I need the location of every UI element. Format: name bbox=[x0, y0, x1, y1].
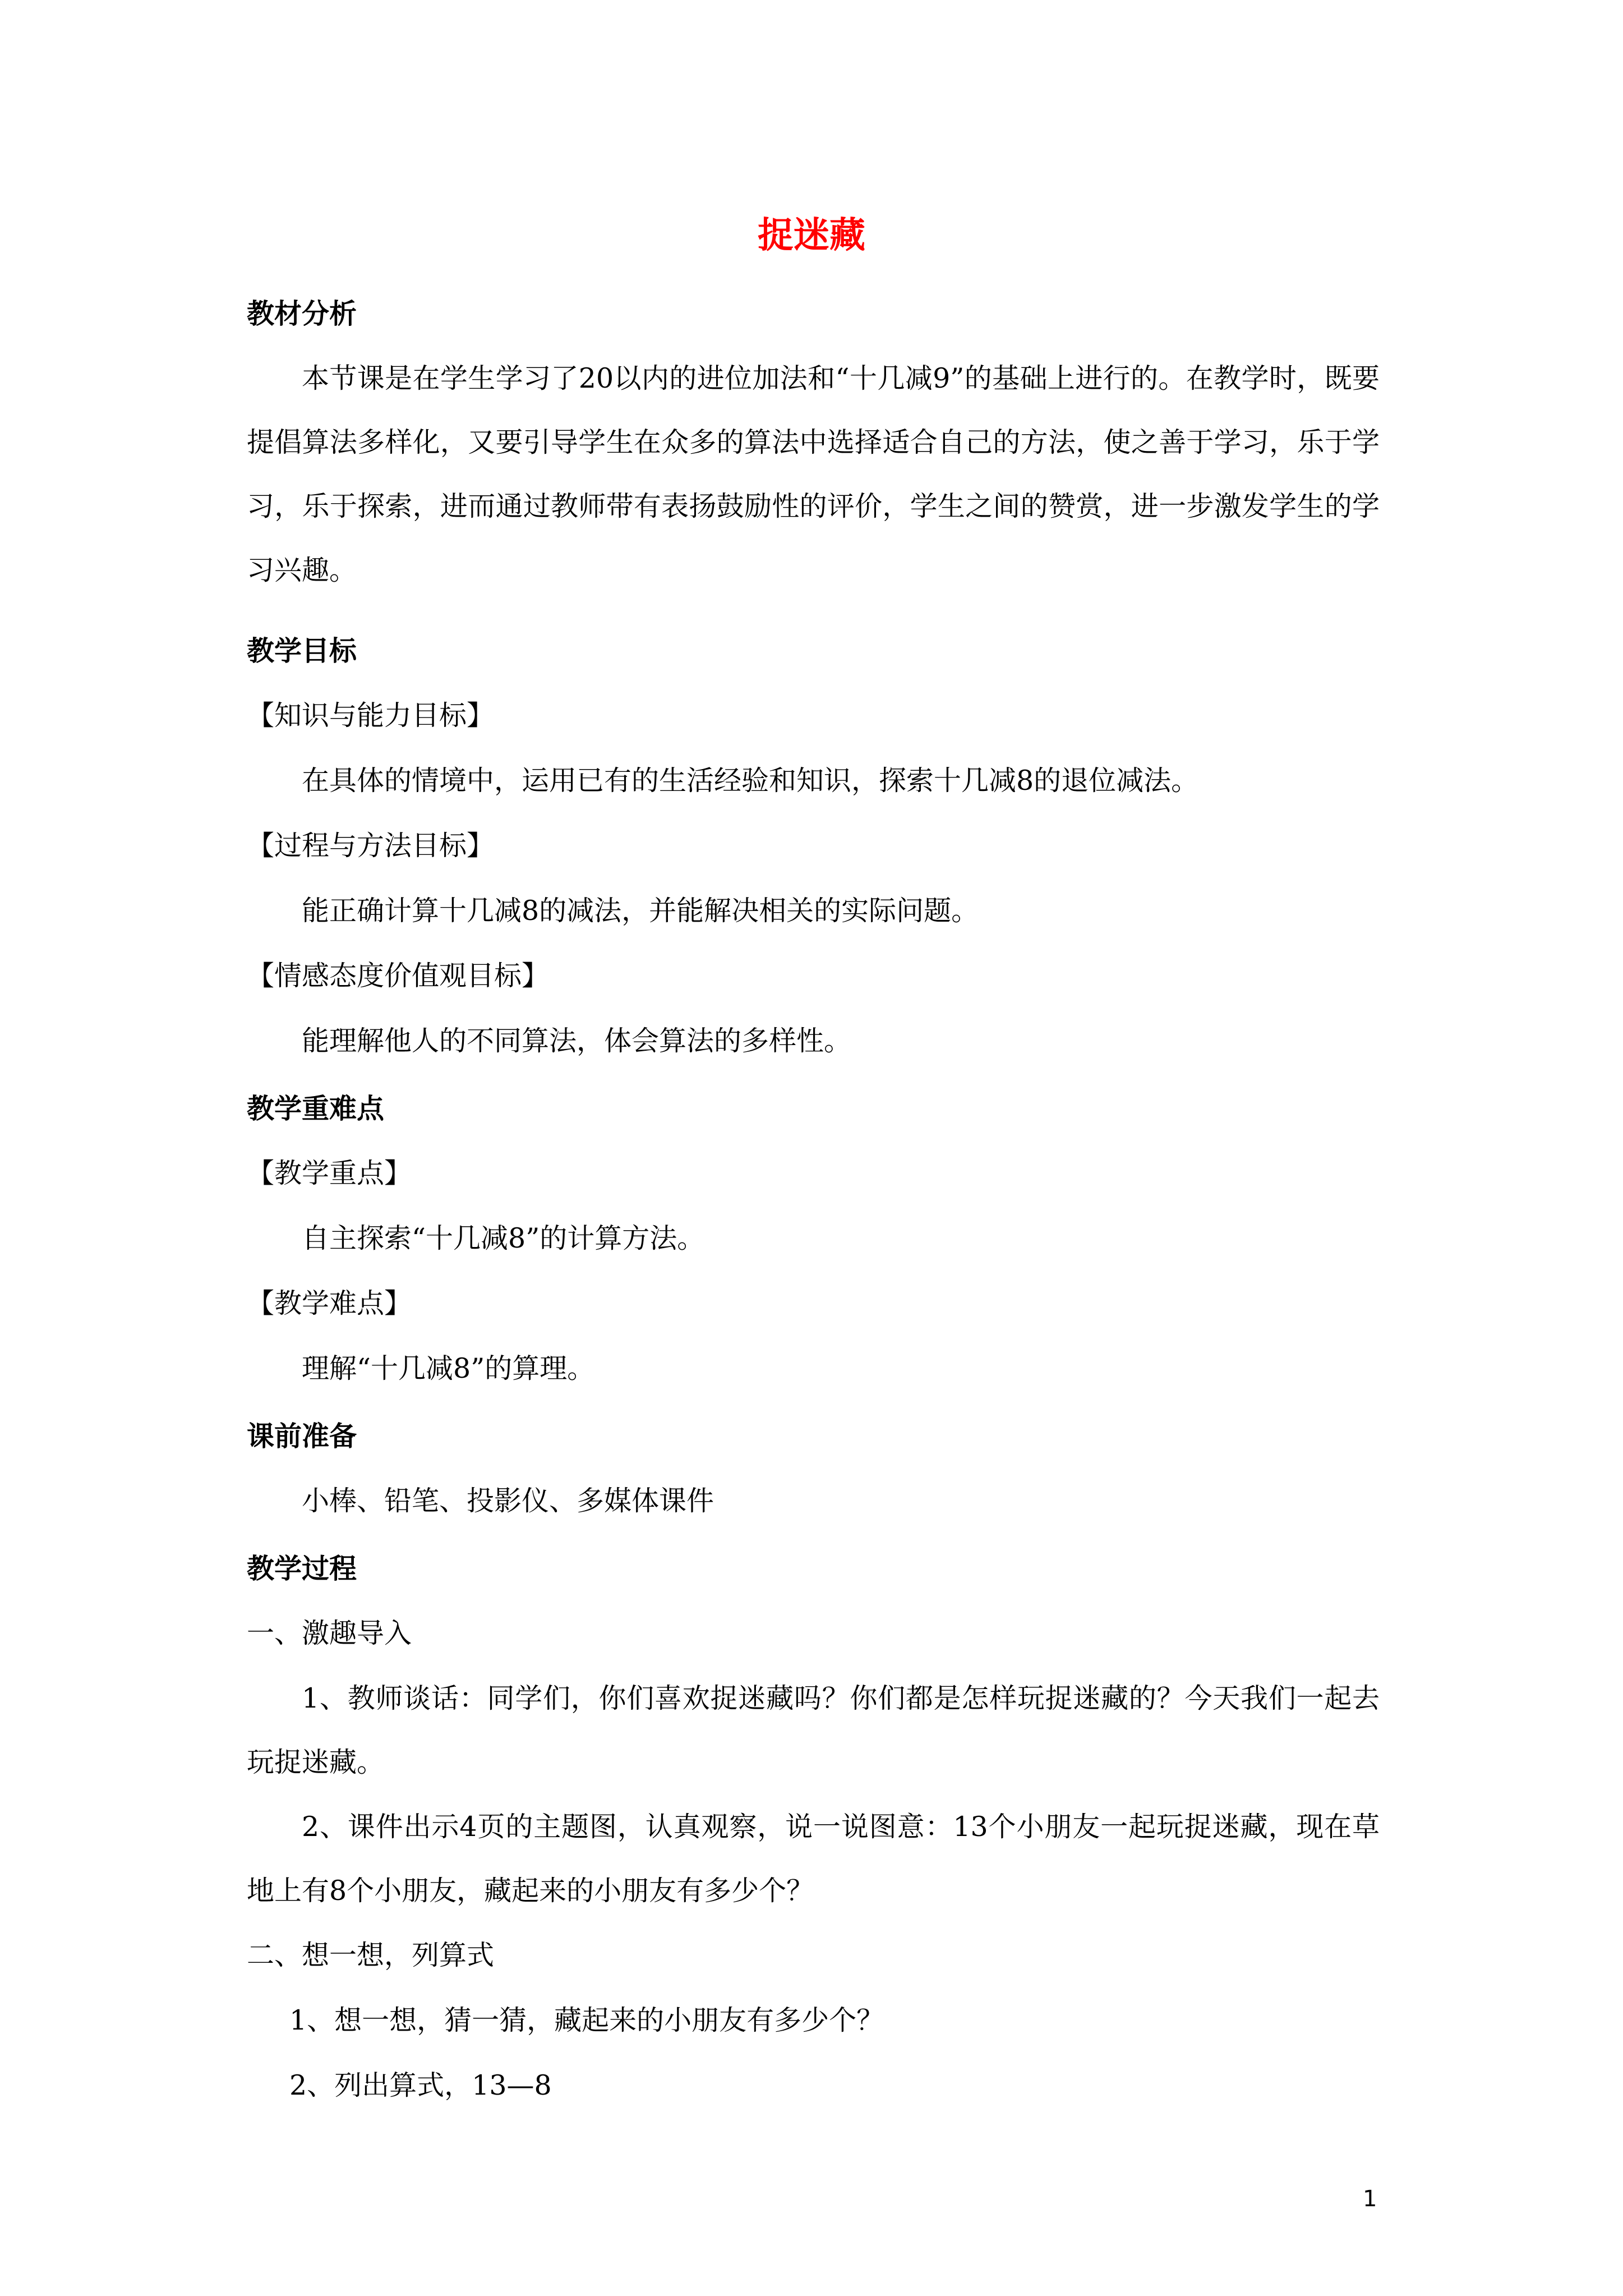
section-heading-goals: 教学目标 bbox=[247, 634, 357, 667]
process-part2-item2: 2、列出算式，13—8 bbox=[289, 2069, 552, 2101]
process-part1-item1: 1、教师谈话：同学们，你们喜欢捉迷藏吗？你们都是怎样玩捉迷藏的？今天我们一起去玩捉迷藏。 bbox=[247, 1682, 1380, 1778]
teaching-focus-text: 自主探索“十几减8”的计算方法。 bbox=[302, 1222, 705, 1254]
process-part2-title: 二、想一想，列算式 bbox=[247, 1939, 495, 1971]
knowledge-goal-text: 在具体的情境中，运用已有的生活经验和知识，探索十几减8的退位减法。 bbox=[302, 765, 1199, 797]
preparation-text: 小棒、铅笔、投影仪、多媒体课件 bbox=[302, 1485, 714, 1517]
document-title: 捉迷藏 bbox=[758, 214, 865, 256]
section-heading-analysis: 教材分析 bbox=[247, 297, 357, 330]
page-number: 1 bbox=[1363, 2186, 1377, 2212]
analysis-paragraph: 本节课是在学生学习了20以内的进位加法和“十几减9”的基础上进行的。在教学时，既要提倡算法多样化，又要引导学生在众多的算法中选择适合自己的方法，使之善于学习，乐于学习，乐于探索，进而通过教师带有表扬鼓励性的评价，学生之间的赞赏，进一步激发学生的学习兴趣。 bbox=[247, 362, 1380, 586]
document-body bbox=[247, 295, 1380, 2132]
process-goal-text: 能正确计算十几减8的减法，并能解决相关的实际问题。 bbox=[302, 895, 979, 927]
section-heading-preparation: 课前准备 bbox=[247, 1420, 357, 1452]
emotion-goal-label: 【情感态度价值观目标】 bbox=[247, 960, 550, 992]
teaching-difficulty-text: 理解“十几减8”的算理。 bbox=[302, 1352, 595, 1384]
teaching-focus-label: 【教学重点】 bbox=[247, 1157, 412, 1189]
process-goal-label: 【过程与方法目标】 bbox=[247, 830, 495, 862]
teaching-difficulty-label: 【教学难点】 bbox=[247, 1287, 412, 1319]
process-part1-title: 一、激趣导入 bbox=[247, 1617, 412, 1649]
process-part1-item2: 2、课件出示4页的主题图，认真观察，说一说图意：13个小朋友一起玩捉迷藏，现在草地上有8个小朋友，藏起来的小朋友有多少个？ bbox=[247, 1811, 1380, 1907]
knowledge-goal-label: 【知识与能力目标】 bbox=[247, 700, 495, 731]
process-part2-item1: 1、想一想，猜一猜，藏起来的小朋友有多少个？ bbox=[289, 2004, 884, 2036]
emotion-goal-text: 能理解他人的不同算法，体会算法的多样性。 bbox=[302, 1025, 852, 1057]
section-heading-process: 教学过程 bbox=[247, 1552, 357, 1585]
section-heading-keypoints: 教学重难点 bbox=[247, 1092, 385, 1125]
